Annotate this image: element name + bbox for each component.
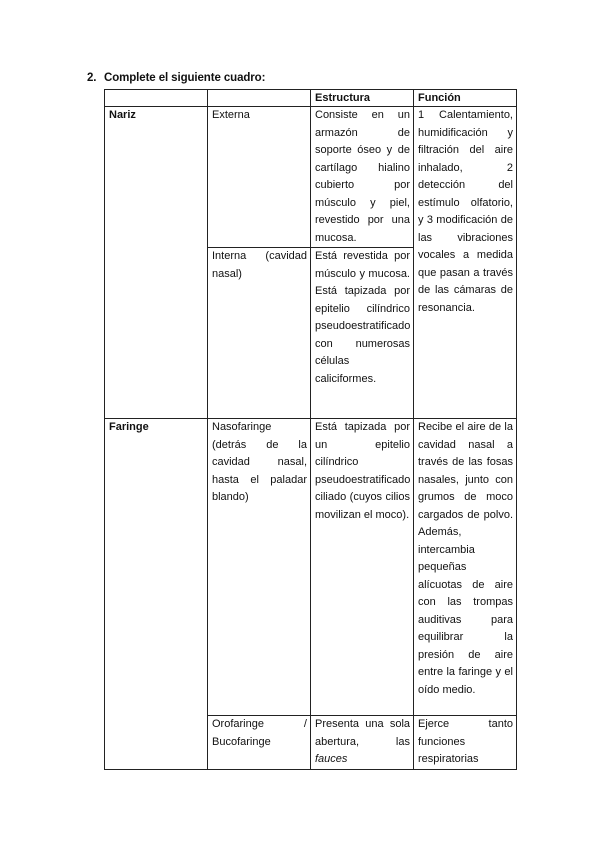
part-cell-nasofaringe: Nasofaringe (detrás de la cavidad nasal, hasta el paladar blando) <box>208 419 311 716</box>
table-row <box>105 419 517 716</box>
estructura-cell-externa: Consiste en un armazón de soporte óseo y de cartílago hialino cubierto por músculo y piel, revestido por una mucosa. <box>311 107 414 248</box>
funcion-cell-nasofaringe: Recibe el aire de la cavidad nasal a través de las fosas nasales, junto con grumos de moco cargados de polvo. Además, intercambia pequeñas alícuotas de aire con las trompas auditivas para equilibrar la presión de aire entre la faringe y el oído medio. <box>414 419 517 716</box>
header-cell-organ <box>105 90 208 107</box>
estructura-text-orofaringe: Presenta una sola abertura, las <box>315 718 410 748</box>
header-cell-estructura: Estructura <box>311 90 414 107</box>
anatomy-table <box>104 89 517 770</box>
organ-cell-nariz: Nariz <box>105 107 208 419</box>
header-cell-funcion: Función <box>414 90 517 107</box>
estructura-cell-interna: Está revestida por músculo y mucosa. Está tapizada por epitelio cilíndrico pseudoestratificado con numerosas células caliciformes. <box>311 248 414 419</box>
part-cell-externa: Externa <box>208 107 311 248</box>
table-row <box>105 107 517 248</box>
estructura-cell-nasofaringe: Está tapizada por un epitelio cilíndrico pseudoestratificado ciliado (cuyos cilios movilizan el moco). <box>311 419 414 716</box>
part-cell-orofaringe: Orofaringe / Bucofaringe <box>208 716 311 770</box>
header-cell-part <box>208 90 311 107</box>
fauces-term: fauces <box>315 753 348 765</box>
organ-cell-faringe: Faringe <box>105 419 208 770</box>
part-cell-interna: Interna (cavidad nasal) <box>208 248 311 419</box>
header-row <box>105 90 517 107</box>
heading-number: 2. <box>87 72 97 84</box>
funcion-cell-orofaringe: Ejerce tanto funciones respiratorias <box>414 716 517 770</box>
funcion-cell-nariz: 1 Calentamiento, humidificación y filtración del aire inhalado, 2 detección del estímulo olfatorio, y 3 modificación de las vibraciones vocales a medida que pasan a través de las cámaras de resonancia. <box>414 107 517 419</box>
heading-text: Complete el siguiente cuadro: <box>104 72 266 84</box>
estructura-cell-orofaringe <box>311 716 414 770</box>
section-heading <box>87 72 265 84</box>
